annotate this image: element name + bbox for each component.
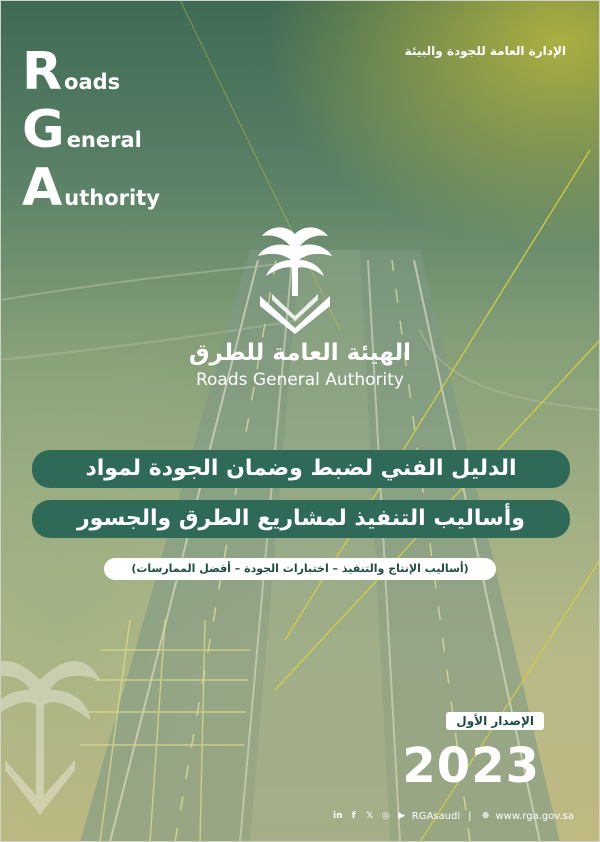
title-banner-line-1: الدليل الفني لضبط وضمان الجودة لمواد [32, 450, 570, 488]
instagram-icon[interactable]: ◎ [381, 811, 390, 821]
edition-label: الإصدار الأول [446, 712, 544, 730]
wordmark-rest-general: eneral [66, 128, 142, 152]
title-banner-line-2: وأساليب التنفيذ لمشاريع الطرق والجسور [32, 500, 570, 538]
subtitle-pill: (أساليب الإنتاج والتنفيذ – اختبارات الجودة – أفضل الممارسات) [104, 558, 496, 580]
wordmark-initial-g: G [22, 100, 65, 160]
wordmark-row-authority [22, 156, 160, 218]
linkedin-icon[interactable]: in [333, 811, 343, 821]
wordmark-initial-a: A [22, 158, 63, 218]
footer-separator: | [468, 810, 472, 822]
wordmark-row-roads [22, 40, 160, 102]
department-name: الإدارة العامة للجودة والبيئة [404, 44, 566, 58]
authority-name-english: Roads General Authority [195, 370, 404, 390]
globe-icon: ⊕ [481, 811, 490, 821]
rga-wordmark [22, 40, 160, 218]
edition-year: 2023 [402, 738, 540, 794]
wordmark-rest-roads: oads [64, 70, 121, 94]
social-handle[interactable]: RGAsaudi [411, 810, 461, 822]
x-icon[interactable]: 𝕏 [366, 811, 374, 821]
footer-social [332, 810, 574, 822]
youtube-icon[interactable]: ▶ [398, 811, 406, 821]
wordmark-rest-authority: uthority [64, 186, 160, 210]
authority-name-arabic: الهيئة العامة للطرق [188, 340, 412, 366]
facebook-icon[interactable]: f [351, 811, 356, 821]
website-link[interactable]: www.rga.gov.sa [495, 810, 574, 822]
palm-logo-icon [250, 224, 340, 334]
wordmark-initial-r: R [22, 42, 63, 102]
wordmark-row-general [22, 98, 160, 160]
